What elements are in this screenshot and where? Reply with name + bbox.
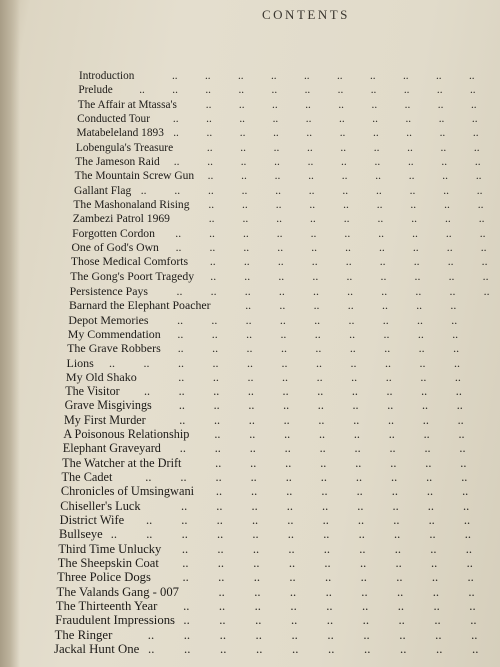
toc-entry-title: The Visitor <box>65 384 120 399</box>
toc-entry: My Old Shako .. .. .. .. .. .. .. .. .. <box>65 369 461 384</box>
toc-entry: The Thirteenth Year .. .. .. .. .. .. .. .. .. <box>55 599 476 614</box>
toc-entry: The Watcher at the Drift .. .. .. .. .. .. .. .. <box>62 455 467 470</box>
toc-entry-title: Three Police Dogs <box>57 570 151 585</box>
toc-entry: Gallant Flag .. .. .. .. .. .. .. .. .. .. .. <box>74 184 483 197</box>
toc-entry-title: My Old Shako <box>65 369 137 384</box>
toc-entry: Grave Misgivings .. .. .. .. .. .. .. .. .. <box>64 398 463 413</box>
toc-entry: Introduction .. .. .. .. .. .. .. .. .. .. <box>79 70 475 82</box>
toc-entry: Lions .. .. .. .. .. .. .. .. .. .. .. <box>66 355 460 370</box>
toc-entry: Chiseller's Luck .. .. .. .. .. .. .. .. .. <box>60 498 470 513</box>
toc-entry: My First Murder .. .. .. .. .. .. .. .. .. <box>64 412 464 427</box>
toc-entry-title: Chronicles of Umsingwani <box>60 484 195 499</box>
toc-entry-title: The Cadet <box>61 470 113 485</box>
toc-entry: Matabeleland 1893 .. .. .. .. .. .. .. .. .. .. <box>76 127 479 140</box>
toc-entry: Barnard the Elephant Poacher .. .. .. .. .. .. .. <box>69 298 457 313</box>
toc-entry: Forgotten Cordon .. .. .. .. .. .. .. .. .. .. <box>72 226 486 240</box>
toc-entry-title: Matabeleland 1893 <box>76 127 164 140</box>
toc-entry: One of God's Own .. .. .. .. .. .. .. .. .. .. <box>71 240 487 254</box>
toc-entry: Jackal Hunt One .. .. .. .. .. .. .. .. .. .. <box>54 642 479 656</box>
toc-entry: Persistence Pays .. .. .. .. .. .. .. .. .. .. <box>69 283 490 298</box>
toc-entry-title: The Thirteenth Year <box>55 599 158 614</box>
toc-entry-title: The Mountain Screw Gun <box>74 170 195 183</box>
toc-entry-title: Prelude <box>78 84 113 97</box>
toc-entry: Bullseye .. .. .. .. .. .. .. .. .. .. .. <box>59 527 472 542</box>
toc-entry-title: Gallant Flag <box>74 184 132 197</box>
toc-entry: Lobengula's Treasure .. .. .. .. .. .. .. .. .. <box>75 141 480 154</box>
toc-entry: The Gong's Poort Tragedy .. .. .. .. .. .. .. .. .. <box>70 269 489 283</box>
toc-entry: The Sheepskin Coat .. .. .. .. .. .. .. .. .. <box>57 556 473 571</box>
toc-entry-title: My First Murder <box>64 412 146 427</box>
toc-entry-title: The Grave Robbers <box>67 341 161 356</box>
toc-entry-title: Depot Memories <box>68 312 149 327</box>
toc-entry-title: Elephant Graveyard <box>62 441 161 456</box>
toc-entry-title: One of God's Own <box>71 240 159 254</box>
toc-entry-title: Barnard the Elephant Poacher <box>69 298 211 313</box>
toc-entry-title: Those Medical Comforts <box>70 255 189 269</box>
toc-entry: The Ringer .. .. .. .. .. .. .. .. .. .. <box>54 627 478 642</box>
toc-entry: Third Time Unlucky .. .. .. .. .. .. .. .. .. <box>58 541 472 556</box>
toc-entry-title: Introduction <box>79 70 135 82</box>
toc-entry-title: The Mashonaland Rising <box>73 197 190 211</box>
toc-entry: Three Police Dogs .. .. .. .. .. .. .. .. .. <box>57 570 474 585</box>
toc-entry-title: Conducted Tour <box>77 112 150 125</box>
toc-entry-title: Fraudulent Impressions <box>55 613 176 628</box>
toc-entry: The Cadet .. .. .. .. .. .. .. .. .. .. <box>61 470 468 485</box>
toc-entry: A Poisonous Relationship .. .. .. .. .. .. .. .. <box>63 427 465 442</box>
toc-entry-title: A Poisonous Relationship <box>63 427 190 442</box>
toc-entry-title: Persistence Pays <box>69 283 148 298</box>
toc-entry-title: My Commendation <box>67 326 161 341</box>
toc-entry-title: Zambezi Patrol 1969 <box>72 212 170 226</box>
toc-entry: The Jameson Raid .. .. .. .. .. .. .. .. .. .. <box>75 155 481 168</box>
toc-entry-title: The Valands Gang - 007 <box>56 584 179 599</box>
toc-entry-title: The Watcher at the Drift <box>62 455 182 470</box>
toc-entry: The Mashonaland Rising .. .. .. .. .. .. .. .. .. <box>73 197 484 211</box>
toc-entry: The Affair at Mtassa's .. .. .. .. .. .. .. .. .. <box>77 98 477 111</box>
toc-entry-title: Chiseller's Luck <box>60 498 141 513</box>
toc-entry-title: Lobengula's Treasure <box>75 141 174 154</box>
toc-entry-title: The Jameson Raid <box>75 155 160 168</box>
toc-entry-title: Jackal Hunt One <box>54 642 140 656</box>
toc-entry-title: Forgotten Cordon <box>72 226 155 240</box>
toc-entry: Depot Memories .. .. .. .. .. .. .. .. .. <box>68 312 458 327</box>
toc-entry-title: Lions <box>66 355 94 370</box>
toc-entry: Zambezi Patrol 1969 .. .. .. .. .. .. .. .. .. <box>72 212 485 226</box>
toc-entry-title: District Wife <box>59 513 125 528</box>
toc-entry-title: The Ringer <box>54 627 113 642</box>
toc-entry: The Mountain Screw Gun .. .. .. .. .. .. .. .. .. <box>74 170 482 183</box>
toc-entry: Conducted Tour .. .. .. .. .. .. .. .. .. .. <box>77 112 478 125</box>
toc-entry: Elephant Graveyard .. .. .. .. .. .. .. .. .. <box>62 441 466 456</box>
toc-entry: District Wife .. .. .. .. .. .. .. .. .. .. <box>59 513 471 528</box>
toc-entry-title: The Affair at Mtassa's <box>77 98 177 111</box>
toc-entry-title: The Gong's Poort Tragedy <box>70 269 195 283</box>
toc-entry: Prelude .. .. .. .. .. .. .. .. .. .. .. <box>78 84 476 97</box>
toc-entry-title: Bullseye <box>59 527 103 542</box>
contents-heading: CONTENTS <box>262 7 350 22</box>
toc-entry: The Grave Robbers .. .. .. .. .. .. .. .. .. <box>67 341 460 356</box>
toc-entry: Those Medical Comforts .. .. .. .. .. .. .. .. .. <box>70 255 488 269</box>
toc-entry: Chronicles of Umsingwani .. .. .. .. .. .. .. .. <box>60 484 469 499</box>
toc-entry: My Commendation .. .. .. .. .. .. .. .. .. <box>67 326 459 341</box>
toc-entry: The Valands Gang - 007 .. .. .. .. .. .. .. .. <box>56 584 475 599</box>
toc-entry: Fraudulent Impressions .. .. .. .. .. .. .. .. .. <box>55 613 477 628</box>
toc-entry-title: The Sheepskin Coat <box>57 556 159 571</box>
toc-entry-title: Grave Misgivings <box>64 398 152 413</box>
toc-entry: The Visitor .. .. .. .. .. .. .. .. .. .. <box>65 384 462 399</box>
toc-entry-title: Third Time Unlucky <box>58 541 162 556</box>
